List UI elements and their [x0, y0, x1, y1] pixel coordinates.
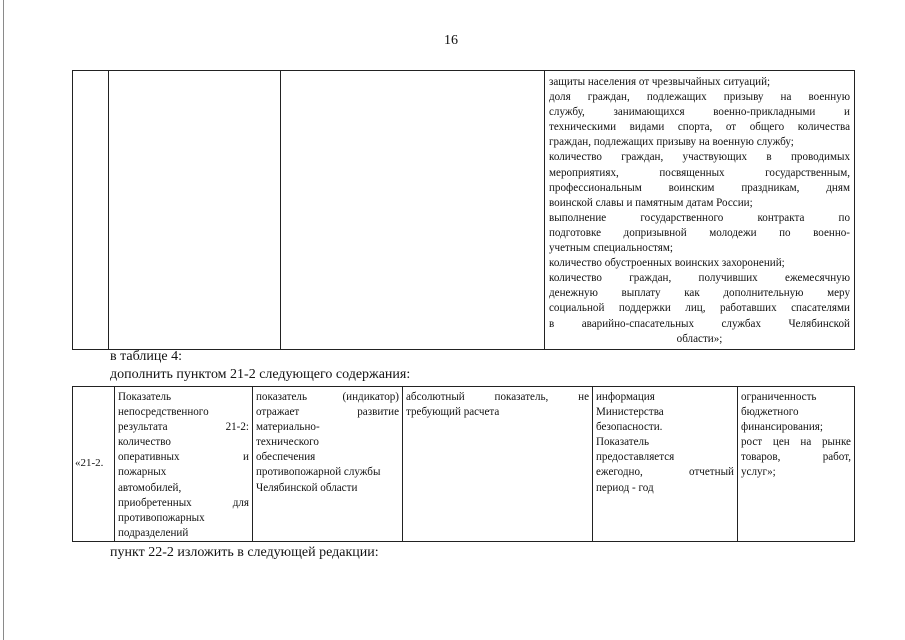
- text-line: абсолютный показатель, не: [406, 391, 589, 403]
- table-cell-limitations: [738, 387, 855, 542]
- text-line: рост цен на рынке: [741, 436, 851, 449]
- text-line: количество обустроенных воинских захоронений;: [549, 257, 785, 270]
- text-line: услуг»;: [741, 466, 776, 479]
- text-line: Показатель: [596, 436, 650, 449]
- text-line: социальной поддержки лиц, работавших спасателями: [549, 302, 850, 315]
- table-cell-indicator: [109, 71, 281, 350]
- table-cell-description: [281, 71, 545, 350]
- text-line: период - год: [596, 481, 654, 494]
- text-line: денежную выплату как дополнительную меру: [549, 287, 850, 300]
- table-cell-data-source: [593, 387, 738, 542]
- page-left-edge-rule: [3, 0, 4, 640]
- table-cell-indicator-name: [115, 387, 253, 542]
- table-cell-row-number: «21-2.: [73, 387, 115, 542]
- caption-table-4: в таблице 4:: [110, 349, 182, 364]
- text-line: товаров, работ,: [741, 451, 851, 464]
- caption-item-22-2: пункт 22-2 изложить в следующей редакции:: [110, 545, 379, 560]
- text-line: бюджетного: [741, 406, 799, 419]
- text-line: учетным специальностям;: [549, 242, 673, 255]
- continued-indicators-table: [72, 70, 855, 350]
- table-cell-number: [73, 71, 109, 350]
- text-line: Челябинской области: [256, 481, 358, 494]
- text-line: финансирования;: [741, 421, 823, 434]
- table-cell-indicator-type: [403, 387, 593, 542]
- text-line: мероприятиях, посвященных государственным,: [549, 166, 850, 179]
- text-line: ограниченность: [741, 391, 817, 403]
- text-line: безопасности.: [596, 421, 663, 434]
- text-line: результата 21-2:: [118, 421, 249, 434]
- text-line: непосредственного: [118, 406, 209, 419]
- text-line: показатель (индикатор): [256, 391, 399, 403]
- text-line: пожарных: [118, 466, 167, 479]
- text-line: информация: [596, 391, 655, 403]
- new-indicator-table: [72, 386, 855, 542]
- caption-add-item: дополнить пунктом 21-2 следующего содержания:: [110, 367, 411, 382]
- text-line: Министерства: [596, 406, 664, 419]
- text-line: выполнение государственного контракта по: [549, 211, 850, 224]
- table-cell-indicator-list: [545, 71, 855, 350]
- text-line: Показатель: [118, 391, 172, 403]
- text-line: приобретенных для: [118, 496, 249, 509]
- table-row: [73, 71, 855, 350]
- text-line: техническими видами спорта, от общего количества: [549, 121, 850, 134]
- table-row: [73, 387, 855, 542]
- text-line: граждан, подлежащих призыву на военную службу;: [549, 136, 794, 149]
- text-line: воинской славы и памятным датам России;: [549, 196, 753, 209]
- text-line: отражает развитие: [256, 406, 399, 419]
- text-line: обеспечения: [256, 451, 316, 464]
- text-line: области»;: [676, 332, 723, 345]
- text-line: в аварийно-спасательных службах Челябинской: [549, 317, 850, 330]
- table-cell-indicator-reflects: [253, 387, 403, 542]
- text-line: ежегодно, отчетный: [596, 466, 734, 479]
- page-number: 16: [444, 33, 458, 48]
- text-line: автомобилей,: [118, 481, 182, 494]
- text-line: службу, занимающихся военно-прикладными и: [549, 106, 850, 119]
- text-line: количество граждан, получивших ежемесячную: [549, 272, 850, 285]
- text-line: подготовке допризывной молодежи по военно-: [549, 226, 850, 239]
- text-line: предоставляется: [596, 451, 675, 464]
- text-line: противопожарных: [118, 511, 205, 524]
- text-line: профессиональным воинским праздникам, дням: [549, 181, 850, 194]
- text-line: противопожарной службы: [256, 466, 381, 479]
- text-line: доля граждан, подлежащих призыву на военную: [549, 91, 850, 104]
- text-line: технического: [256, 436, 319, 449]
- text-line: подразделений: [118, 526, 189, 539]
- text-line: количество граждан, участвующих в проводимых: [549, 151, 850, 164]
- text-line: защиты населения от чрезвычайных ситуаций;: [549, 76, 771, 88]
- text-line: количество: [118, 436, 171, 449]
- text-line: оперативных и: [118, 451, 249, 464]
- text-line: требующий расчета: [406, 406, 500, 419]
- text-line: материально-: [256, 421, 320, 434]
